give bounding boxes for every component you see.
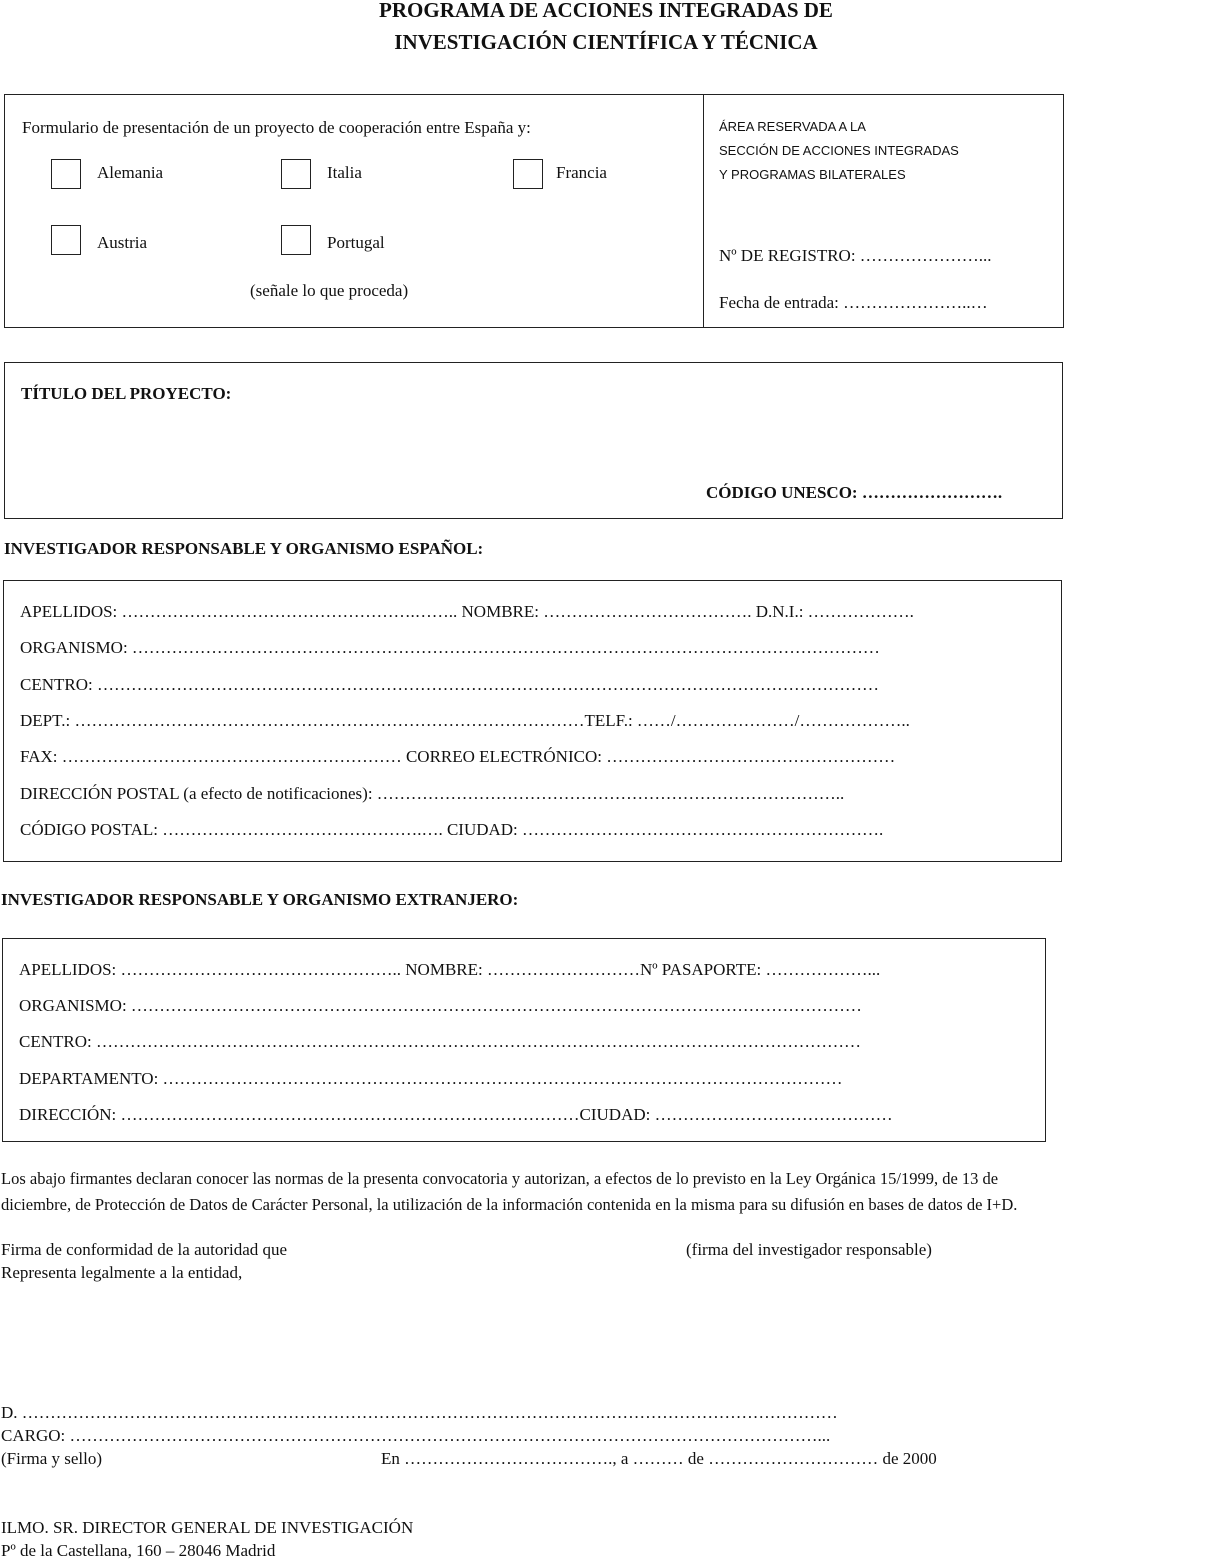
spanish-codigo-postal-line[interactable]: CÓDIGO POSTAL: ……………………………………….…. CIUDAD: ………………………………………………………. (20, 820, 884, 839)
declaration-line2: diciembre, de Protección de Datos de Carácter Personal, la utilización de la información contenida en la misma para su difusión en bases de datos de I+D. (1, 1195, 1018, 1214)
footer-address: Pº de la Castellana, 160 – 28046 Madrid (1, 1541, 276, 1560)
spanish-fax-line[interactable]: FAX: …………………………………………………… CORREO ELECTRÓNICO: …………………………………………… (20, 747, 896, 766)
spanish-organismo-line[interactable]: ORGANISMO: …………………………………………………………………………………………………………………… (20, 638, 880, 657)
foreign-direccion-line[interactable]: DIRECCIÓN: ………………………………………………………………………CIUDAD: …………………………………… (19, 1105, 893, 1124)
checkbox-austria[interactable] (51, 225, 81, 255)
spanish-centro-line[interactable]: CENTRO: ………………………………………………………………………………………………………………………… (20, 675, 879, 694)
unesco-code-field[interactable]: CÓDIGO UNESCO: ……………………. (706, 483, 1003, 502)
checkbox-italia[interactable] (281, 159, 311, 189)
investigator-signature-label: (firma del investigador responsable) (686, 1240, 932, 1259)
cargo-line[interactable]: CARGO: ……………………………………………………………………………………………………………………... (1, 1426, 831, 1445)
countries-intro: Formulario de presentación de un proyecto de cooperación entre España y: (22, 118, 531, 137)
label-italia: Italia (327, 163, 362, 182)
spanish-apellidos-line[interactable]: APELLIDOS: …………………………………………….…….. NOMBRE: ………………………………. D.N.I.: ………………. (20, 602, 914, 621)
document-title-line2: INVESTIGACIÓN CIENTÍFICA Y TÉCNICA (394, 30, 818, 54)
project-title-label: TÍTULO DEL PROYECTO: (21, 384, 232, 403)
foreign-section-heading: INVESTIGADOR RESPONSABLE Y ORGANISMO EXTRANJERO: (1, 890, 519, 909)
spanish-section-heading: INVESTIGADOR RESPONSABLE Y ORGANISMO ESPAÑOL: (4, 539, 484, 558)
footer-addressee: ILMO. SR. DIRECTOR GENERAL DE INVESTIGACIÓN (1, 1518, 414, 1537)
foreign-apellidos-line[interactable]: APELLIDOS: ………………………………………….. NOMBRE: ………………………Nº PASAPORTE: ………………... (19, 960, 881, 979)
spanish-direccion-line[interactable]: DIRECCIÓN POSTAL (a efecto de notificaciones): ……………………………………………………………………….. (20, 784, 845, 803)
spanish-dept-line[interactable]: DEPT.: ………………………………………………………………………………TELF.: ……/…………………/……………….. (20, 711, 910, 730)
checkbox-alemania[interactable] (51, 159, 81, 189)
foreign-organismo-line[interactable]: ORGANISMO: ………………………………………………………………………………………………………………… (19, 996, 862, 1015)
firma-sello-label: (Firma y sello) (1, 1449, 103, 1468)
checkbox-portugal[interactable] (281, 225, 311, 255)
fecha-entrada-field[interactable]: Fecha de entrada: …………………..… (719, 293, 988, 312)
place-date-line[interactable]: En ………………………………., a ……… de ………………………… de 2000 (381, 1449, 937, 1468)
label-alemania: Alemania (97, 163, 164, 182)
reserved-area-line3: Y PROGRAMAS BILATERALES (719, 167, 906, 182)
checkbox-francia[interactable] (513, 159, 543, 189)
label-francia: Francia (556, 163, 607, 182)
document-title-line1: PROGRAMA DE ACCIONES INTEGRADAS DE (379, 0, 833, 22)
foreign-centro-line[interactable]: CENTRO: ……………………………………………………………………………………………………………………… (19, 1032, 861, 1051)
reserved-area-line1: ÁREA RESERVADA A LA (719, 119, 866, 134)
foreign-departamento-line[interactable]: DEPARTAMENTO: ………………………………………………………………………………………………………… (19, 1069, 843, 1088)
reserved-area-line2: SECCIÓN DE ACCIONES INTEGRADAS (719, 143, 959, 158)
registro-field[interactable]: Nº DE REGISTRO: …………………... (719, 246, 992, 265)
declaration-line1: Los abajo firmantes declaran conocer las normas de la presenta convocatoria y autorizan, a efectos de lo previsto en la Ley Orgánica 15/1999, de 13 de (1, 1169, 999, 1188)
label-portugal: Portugal (327, 233, 385, 252)
authority-signature-label-line1: Firma de conformidad de la autoridad que (1, 1240, 288, 1259)
d-name-line[interactable]: D. ……………………………………………………………………………………………………………………………… (1, 1403, 838, 1422)
label-austria: Austria (97, 233, 148, 252)
countries-note: (señale lo que proceda) (250, 281, 409, 300)
authority-signature-label-line2: Representa legalmente a la entidad, (1, 1263, 243, 1282)
